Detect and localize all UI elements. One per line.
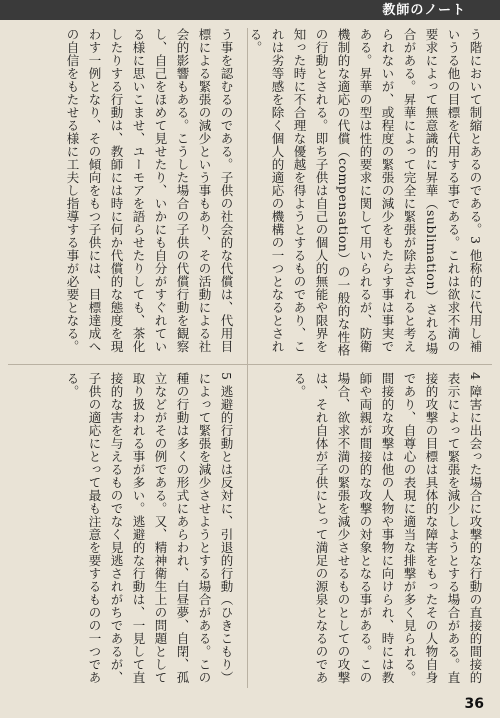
text-column-bottom-left: 5 逃避的行動とは反対に、引退的行動（ひきこもり）によって緊張を減少させようとする場合がある。この種の行動は多くの形式にあらわれ、白昼夢、自閉、孤立などがその例である。又、精神衛生上の問題として取り扱われる事が多い。逃避的な行動は、一見して直接的な害を与えるものでなく見逃されがちであるが、子供の適応にとって最も注意を要するものの一つである。	[65, 372, 234, 684]
column-divider-vertical	[247, 28, 248, 688]
text-column-top-left: う事を認むるのである。子供の社会的な代償は、代用目標による緊張の減少という事もあり、その活動による社会的影響もある。こうした場合の子供の代償行動を観察し、自己をほめて見せたり、いかにも自分がすぐれている様に思いこませ、ユーモアを語らせたりしても、茶化したりする行動は、教師には時に何か代償的な態度を現わす一例となり、その傾向をもつ子供には、目標達成への自信をもたせる様に工夫し指導する事が必要となる。	[65, 28, 234, 353]
page-header-title: 教師のノート	[382, 3, 466, 18]
page-number: 36	[464, 696, 484, 712]
text-column-top-right: う階において制縮とあるのである。3 他称的に代用し補いうる他の目標を代用する事である。これは欲求不満の要求によって無意識的に昇華（sublimation）される場合がある。昇華によって完全に緊張が除去されると考えられないが、或程度の緊張の減少をもたらす事は事実である。昇華の型は性的要求に関して用いられるが、防衛機制的な適応の代償（compensation）の一般的な性格の行動とされる。即ち子供は自己の個人的無能や限界を知った時に不合理な優越を得ようとするものであり、これは劣等感を除く個人的適応の機構の一つとなるとされる。	[248, 28, 483, 357]
header-bar	[0, 0, 500, 20]
text-column-bottom-right: 4 障害に出会った場合に攻撃的な行動の直接的間接的表示によって緊張を減少しようとする場合がある。直接的攻撃の目標は具体的な障害をもったその人物自身であり、自尊心の表現に適当な排撃が多く見られる。間接的な攻撃は他の人物や事物に向けられ、時には教師や両親が間接的な攻撃の対象となる事がある。この場合、欲求不満の緊張を減少させるものとしての攻撃は、それ自体が子供にとって満足の源泉となるのである。	[292, 372, 483, 684]
column-divider-horizontal	[8, 364, 492, 365]
